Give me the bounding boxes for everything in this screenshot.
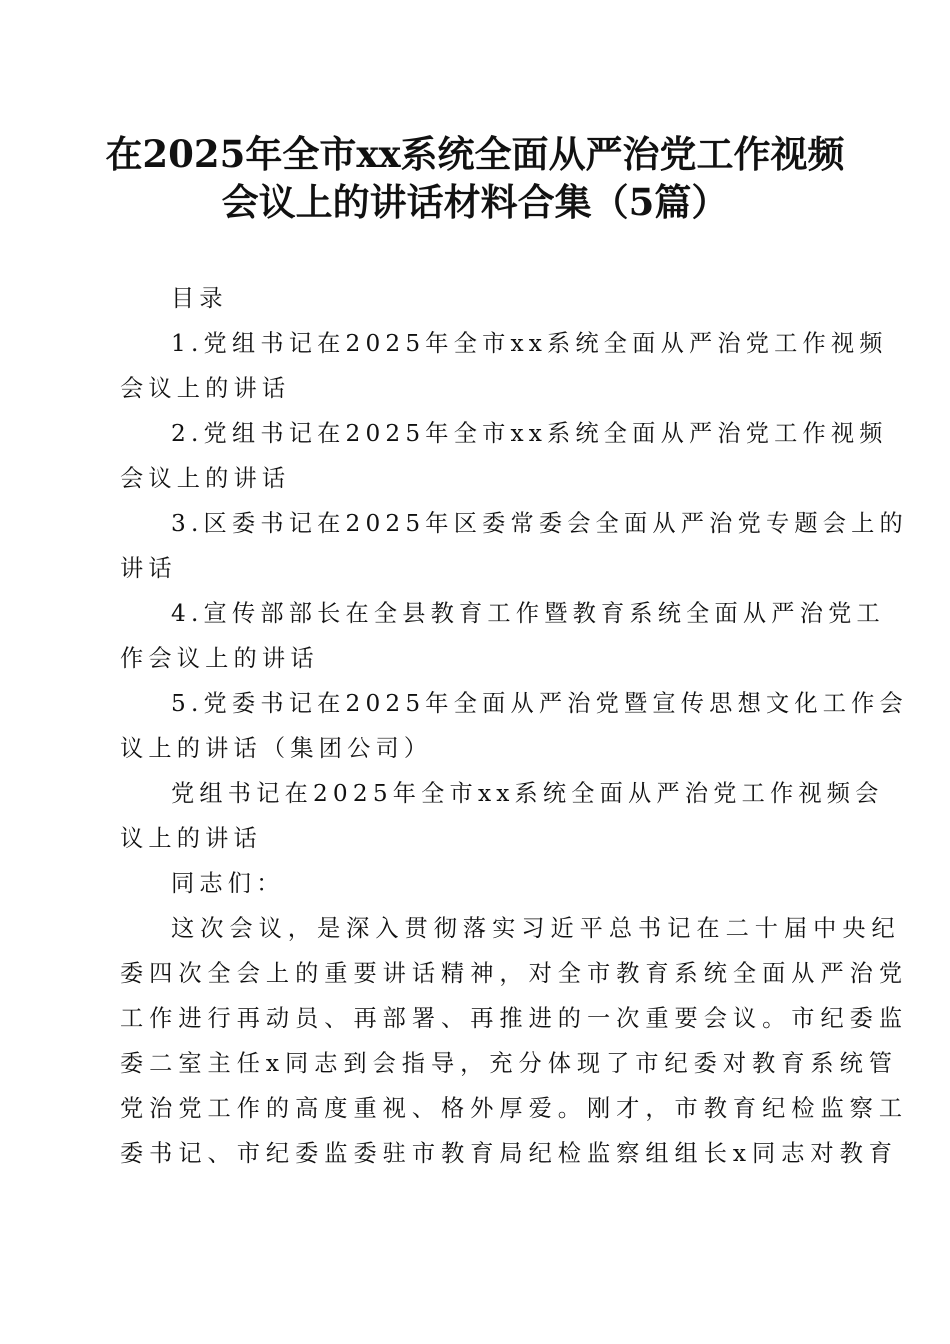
- toc-item-1-line-2: 会议上的讲话: [120, 375, 291, 402]
- toc-item-3-line-2: 讲话: [120, 555, 177, 582]
- toc-item-2-line-2: 会议上的讲话: [120, 465, 291, 492]
- speech-title: [120, 771, 884, 861]
- body-line-5: 党治党工作的高度重视、格外厚爱。刚才，市教育纪检监察工: [120, 1095, 909, 1122]
- toc-item-5: [120, 681, 908, 771]
- speech-title-line-1: 党组书记在2025年全市xx系统全面从严治党工作视频会: [171, 780, 884, 807]
- title-line-2: 会议上的讲话材料合集（5篇）: [221, 180, 729, 224]
- toc-item-4: [120, 591, 885, 681]
- body-paragraph: [120, 906, 909, 1176]
- toc-item-1: [120, 321, 888, 411]
- toc-item-5-line-1: 5.党委书记在2025年全面从严治党暨宣传思想文化工作会: [171, 690, 908, 717]
- toc-item-4-line-2: 作会议上的讲话: [120, 645, 319, 672]
- document-body: [120, 276, 909, 1176]
- toc-item-5-line-2: 议上的讲话（集团公司）: [120, 735, 433, 762]
- toc-item-2-line-1: 2.党组书记在2025年全市xx系统全面从严治党工作视频: [171, 420, 888, 447]
- document-title: [100, 130, 850, 226]
- toc-heading: [120, 276, 826, 321]
- toc-item-4-line-1: 4.宣传部部长在全县教育工作暨教育系统全面从严治党工: [171, 600, 885, 627]
- speech-title-line-2: 议上的讲话: [120, 825, 262, 852]
- body-line-2: 委四次全会上的重要讲话精神，对全市教育系统全面从严治党: [120, 960, 909, 987]
- salutation: [120, 861, 826, 906]
- body-line-4: 委二室主任x同志到会指导，充分体现了市纪委对教育系统管: [120, 1050, 898, 1077]
- body-line-6: 委书记、市纪委监委驻市教育局纪检监察组组长x同志对教育: [120, 1140, 898, 1167]
- salutation-text: 同志们：: [171, 870, 285, 897]
- toc-heading-text: 目录: [171, 285, 228, 312]
- body-line-1: 这次会议，是深入贯彻落实习近平总书记在二十届中央纪: [171, 915, 901, 942]
- title-line-1: 在2025年全市xx系统全面从严治党工作视频: [105, 132, 845, 176]
- toc-item-1-line-1: 1.党组书记在2025年全市xx系统全面从严治党工作视频: [171, 330, 888, 357]
- toc-item-3-line-1: 3.区委书记在2025年区委常委会全面从严治党专题会上的: [171, 510, 908, 537]
- toc-item-2: [120, 411, 888, 501]
- body-line-3: 工作进行再动员、再部署、再推进的一次重要会议。市纪委监: [120, 1005, 909, 1032]
- toc-item-3: [120, 501, 908, 591]
